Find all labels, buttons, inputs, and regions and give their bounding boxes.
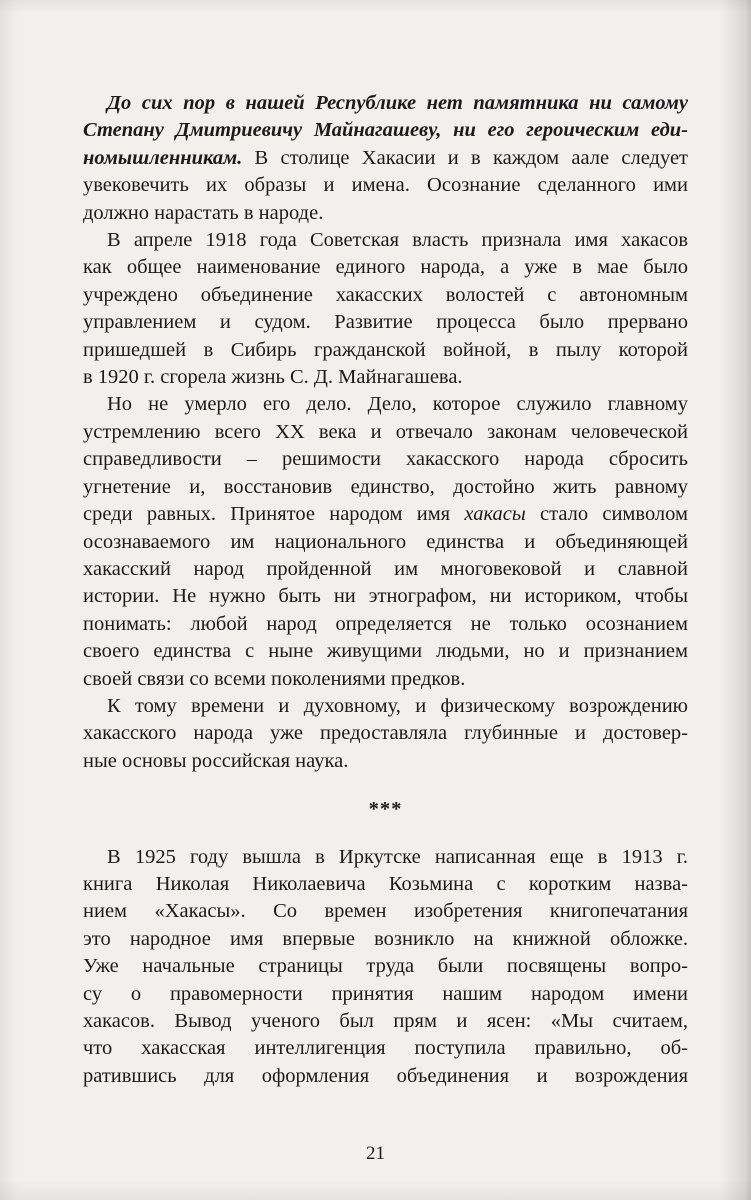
text-run: хакасский народ пройденной им многовековой и славной [83, 557, 688, 580]
text-line [83, 117, 688, 144]
text-line [83, 926, 688, 953]
text-run: В 1925 году вышла в Иркутске написанная еще в 1913 г. [107, 845, 688, 868]
text-run: понимать: любой народ определяется не только осознанием [83, 612, 688, 635]
text-run: су о правомерности принятия нашим народом имени [83, 982, 688, 1005]
text-line [83, 364, 688, 391]
text-run: это народное имя впервые возникло на книжной обложке. [83, 927, 688, 950]
text-run: своей связи со всеми поколениями предков. [83, 667, 466, 690]
text-run: истории. Не нужно быть ни этнографом, ни историком, чтобы [83, 585, 688, 608]
text-run: хакасского народа уже предоставляла глубинные и достовер- [83, 722, 688, 745]
text-run: пришедшей в Сибирь гражданской войной, в пылу которой [83, 338, 688, 361]
text-line [83, 309, 688, 336]
text-run: угнетение и, восстановив единство, достойно жить равному [83, 475, 688, 498]
text-run: справедливости – решимости хакасского народа сбросить [83, 448, 688, 471]
text-line [83, 391, 688, 418]
text-line [83, 898, 688, 925]
text-line [83, 474, 688, 501]
text-run: ные основы российская наука. [83, 749, 349, 772]
emphasis-text: номышленникам. [83, 146, 243, 169]
text-run: что хакасская интеллигенция поступила правильно, об- [83, 1037, 688, 1060]
emphasis-text: Степану Дмитриевичу Майнагашеву, ни его героическим еди- [83, 119, 688, 142]
text-line [83, 981, 688, 1008]
text-run: устремлению всего XX века и отвечало законам человеческой [83, 420, 688, 443]
text-line [83, 748, 688, 775]
text-run: Но не умерло его дело. Дело, которое служило главному [107, 393, 688, 416]
text-run: должно нарастать в народе. [83, 201, 324, 224]
paragraph [83, 391, 688, 692]
text-run: как общее наименование единого народа, а уже в мае было [83, 256, 688, 279]
text-run: учреждено объединение хакасских волостей с автономным [83, 283, 688, 306]
paragraph [83, 90, 688, 227]
italic-term: хакасы [464, 503, 526, 526]
text-line [83, 720, 688, 747]
text-line [83, 254, 688, 281]
text-run: в 1920 г. сгорела жизнь С. Д. Майнагашева. [83, 366, 463, 389]
text-line [83, 446, 688, 473]
text-line [83, 145, 688, 172]
text-run: нием «Хакасы». Со времен изобретения книгопечатания [83, 900, 688, 923]
text-run: осознаваемого им национального единства и объединяющей [83, 530, 688, 553]
text-run: управлением и судом. Развитие процесса было прервано [83, 311, 688, 334]
text-line [83, 227, 688, 254]
paragraph [83, 844, 688, 1091]
text-run: Уже начальные страницы труда были посвящены вопро- [83, 955, 688, 978]
text-line [83, 666, 688, 693]
text-line [83, 200, 688, 227]
text-run: среди равных. Принятое народом имя [83, 503, 465, 526]
text-line [83, 1063, 688, 1090]
page-body-text [83, 90, 688, 1090]
page-number: 21 [366, 1143, 385, 1164]
text-line [83, 1035, 688, 1062]
text-run: увековечить их образы и имена. Осознание сделанного ими [83, 174, 688, 197]
text-run: стало символом [525, 503, 688, 526]
text-run: книга Николая Николаевича Козьмина с коротким назва- [83, 872, 688, 895]
text-line [83, 90, 688, 117]
text-line [83, 282, 688, 309]
text-line [83, 172, 688, 199]
text-run: К тому времени и духовному, и физическому возрождению [107, 694, 688, 717]
text-line [83, 419, 688, 446]
text-line [83, 638, 688, 665]
text-line [83, 337, 688, 364]
text-line [83, 611, 688, 638]
text-line [83, 556, 688, 583]
text-line [83, 693, 688, 720]
text-line [83, 583, 688, 610]
section-separator: *** [368, 798, 403, 821]
paragraph [83, 693, 688, 775]
text-line [83, 871, 688, 898]
text-line [83, 1008, 688, 1035]
text-run: В столице Хакасии и в каждом аале следует [242, 146, 688, 169]
text-run: В апреле 1918 года Советская власть признала имя хакасов [107, 229, 688, 252]
text-line [83, 953, 688, 980]
text-line [83, 844, 688, 871]
emphasis-text: До сих пор в нашей Республике нет памятника ни самому [107, 92, 688, 114]
text-run: ратившись для оформления объединения и возрождения [83, 1064, 688, 1087]
text-line [83, 529, 688, 556]
text-run: хакасов. Вывод ученого был прям и ясен: «Мы считаем, [83, 1010, 688, 1032]
text-line [83, 501, 688, 528]
text-run: своего единства с ныне живущими людьми, но и признанием [83, 640, 688, 663]
paragraph [83, 227, 688, 391]
